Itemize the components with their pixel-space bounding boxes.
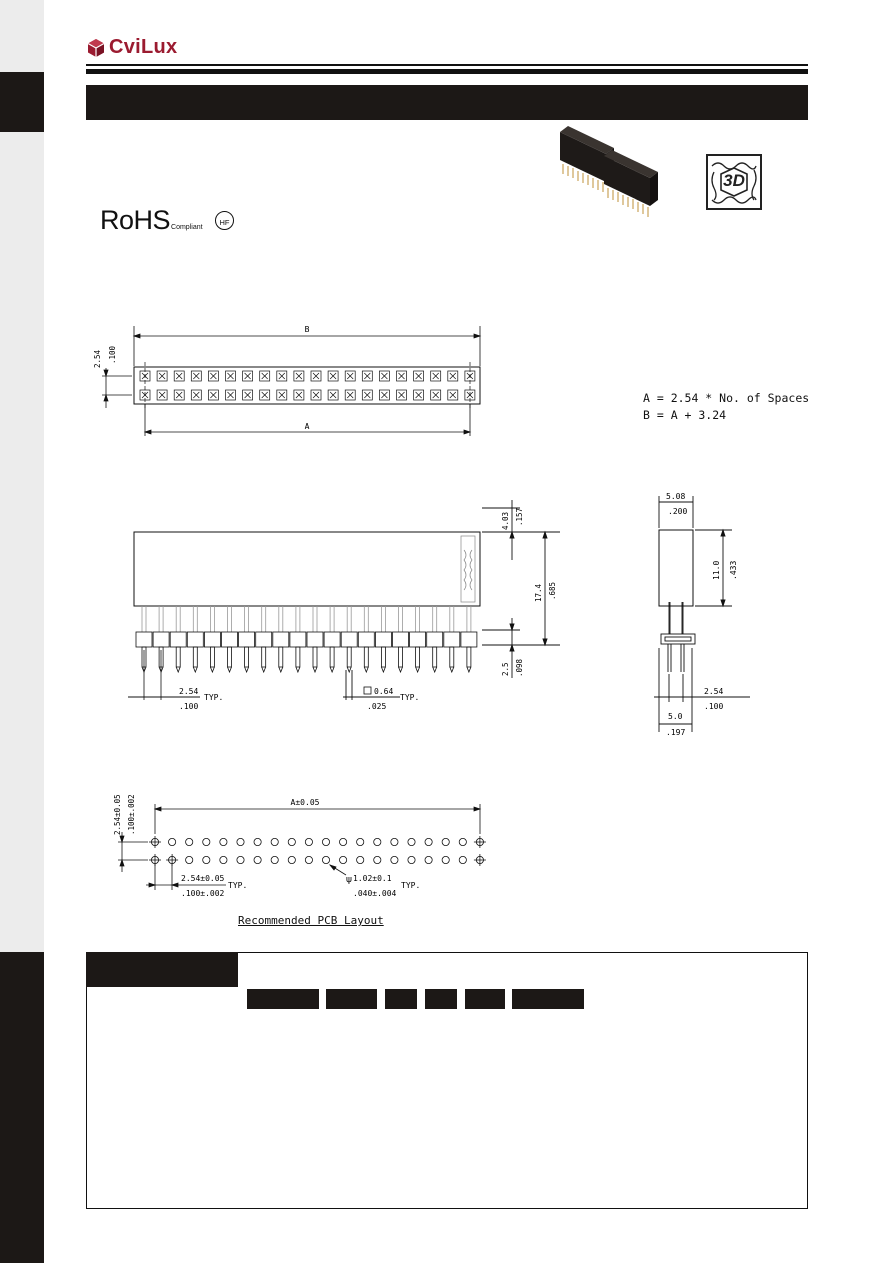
pin-spacer xyxy=(375,632,391,647)
side-pitch-in: .100 xyxy=(179,702,199,711)
pin-spacer xyxy=(256,632,272,647)
side-dim-4-03: 4.03 xyxy=(501,511,510,530)
pcb-pitch-in: .100±.002 xyxy=(181,889,225,898)
pin-spacer xyxy=(290,632,306,647)
end-width-in: .200 xyxy=(668,507,688,516)
end-height-mm: 11.0 xyxy=(712,560,721,580)
pcb-pitch-mm: 2.54±0.05 xyxy=(181,874,225,883)
pin-spacer xyxy=(307,632,323,647)
top-pitch-in: .100 xyxy=(108,345,117,364)
pcb-hole xyxy=(408,856,415,863)
hf-text: HF xyxy=(219,218,230,227)
side-pin-typ: TYP. xyxy=(400,693,420,702)
product-photo xyxy=(554,124,658,222)
pcb-hole xyxy=(271,838,278,845)
pin-spacer xyxy=(341,632,357,647)
pin-tail xyxy=(450,647,454,667)
formula-b: B = A + 3.24 xyxy=(643,408,727,422)
3d-badge-text: 3D xyxy=(723,171,745,190)
pin-tail xyxy=(433,647,437,667)
pcb-hole xyxy=(374,856,381,863)
pcb-a-tolerance: A±0.05 xyxy=(290,798,320,807)
pin-tail xyxy=(381,647,385,667)
pcb-hole xyxy=(374,838,381,845)
pcb-hole xyxy=(237,838,244,845)
pin-spacer xyxy=(187,632,203,647)
part-code-box-3 xyxy=(385,989,417,1009)
part-code-box-2 xyxy=(326,989,377,1009)
end-pitch-in: .100 xyxy=(704,702,724,711)
side-tab-bottom xyxy=(0,952,44,1263)
end-pitch-mm: 2.54 xyxy=(704,687,724,696)
top-dim-b-label: B xyxy=(304,325,310,334)
part-code-box-5 xyxy=(465,989,505,1009)
pcb-hole xyxy=(459,856,466,863)
pin-spacer xyxy=(170,632,186,647)
pin-tail xyxy=(210,647,214,667)
pcb-hole xyxy=(305,856,312,863)
pcb-layout-drawing xyxy=(108,792,508,910)
pcb-hole xyxy=(340,838,347,845)
pcb-hole xyxy=(271,856,278,863)
pin-tail xyxy=(313,647,317,667)
pcb-hole xyxy=(322,838,329,845)
pcb-hole xyxy=(322,856,329,863)
pin-spacer xyxy=(410,632,426,647)
rohs-text: RoHS xyxy=(100,205,171,235)
pcb-hole xyxy=(340,856,347,863)
pin-spacer xyxy=(461,632,477,647)
pin-tail xyxy=(262,647,266,667)
pin-tail xyxy=(296,647,300,667)
end-width-mm: 5.08 xyxy=(666,492,686,501)
top-view-drawing xyxy=(86,320,506,440)
side-tab-top xyxy=(0,72,44,132)
pin-spacer xyxy=(273,632,289,647)
end-view-drawing xyxy=(640,488,760,740)
pcb-caption: Recommended PCB Layout xyxy=(238,914,384,927)
halogen-free-badge xyxy=(215,211,234,230)
pcb-hole xyxy=(186,838,193,845)
side-pitch-mm: 2.54 xyxy=(179,687,199,696)
pin-spacer xyxy=(136,632,152,647)
pin-tail xyxy=(193,647,197,667)
pcb-hole xyxy=(288,838,295,845)
pcb-pitch-typ: TYP. xyxy=(228,881,248,890)
side-pitch-typ: TYP. xyxy=(204,693,224,702)
cvilux-hexagon-logo-icon xyxy=(86,38,106,58)
part-code-box-4 xyxy=(425,989,457,1009)
pcb-row-in: .100±.002 xyxy=(127,794,136,835)
pcb-hole xyxy=(442,856,449,863)
pcb-hole xyxy=(357,856,364,863)
side-pin-in: .025 xyxy=(367,702,387,711)
square-pin-icon xyxy=(364,687,371,694)
pin-spacer xyxy=(153,632,169,647)
title-bar xyxy=(86,85,808,120)
cvilux-logo xyxy=(86,36,196,60)
pcb-hole-typ: TYP. xyxy=(401,881,421,890)
side-dim-685: .685 xyxy=(548,581,557,600)
pcb-hole xyxy=(408,838,415,845)
pin-tail xyxy=(347,647,351,667)
pin-spacer xyxy=(444,632,460,647)
pin-tail xyxy=(399,647,403,667)
end-spacing-in: .197 xyxy=(666,728,686,737)
pcb-hole xyxy=(391,838,398,845)
pcb-hole xyxy=(203,856,210,863)
pcb-hole-mm: 1.02±0.1 xyxy=(353,874,392,883)
pcb-hole xyxy=(203,838,210,845)
pin-spacer xyxy=(222,632,238,647)
side-dim-157: .157 xyxy=(515,507,524,526)
part-code-box-1 xyxy=(247,989,319,1009)
pin-spacer xyxy=(204,632,220,647)
pcb-hole xyxy=(220,838,227,845)
pin-spacer xyxy=(324,632,340,647)
pcb-hole xyxy=(254,856,261,863)
pin-spacer xyxy=(239,632,255,647)
pin-tail xyxy=(416,647,420,667)
pin-spacer xyxy=(427,632,443,647)
side-dim-098: .098 xyxy=(515,658,524,677)
pcb-hole xyxy=(357,838,364,845)
header-rule-thin xyxy=(86,64,808,66)
top-dim-a-label: A xyxy=(304,422,310,431)
pin-tail xyxy=(330,647,334,667)
pin-spacer xyxy=(358,632,374,647)
side-dim-17-4: 17.4 xyxy=(534,583,543,602)
pin-tail xyxy=(467,647,471,667)
end-height-in: .433 xyxy=(729,560,738,580)
pin-tail xyxy=(364,647,368,667)
formula-a: A = 2.54 * No. of Spaces xyxy=(643,391,810,405)
pin-spacer xyxy=(393,632,409,647)
pcb-hole xyxy=(305,838,312,845)
pcb-hole xyxy=(459,838,466,845)
side-dim-2-5: 2.5 xyxy=(501,662,510,676)
pcb-hole xyxy=(237,856,244,863)
pcb-hole xyxy=(425,856,432,863)
pin-tail xyxy=(279,647,283,667)
pin-tail xyxy=(228,647,232,667)
pcb-hole xyxy=(254,838,261,845)
pcb-hole xyxy=(288,856,295,863)
diameter-icon: ψ xyxy=(346,875,352,885)
pcb-hole-in: .040±.004 xyxy=(353,889,397,898)
logo-text: CviLux xyxy=(109,36,178,58)
pin-tail xyxy=(245,647,249,667)
part-code-box-6 xyxy=(512,989,584,1009)
ordering-section-tab xyxy=(86,952,238,987)
pcb-hole xyxy=(425,838,432,845)
header-rule-thick xyxy=(86,69,808,74)
pcb-hole xyxy=(169,838,176,845)
pcb-hole xyxy=(220,856,227,863)
pcb-row-mm: 2.54±0.05 xyxy=(113,794,122,835)
end-spacing-mm: 5.0 xyxy=(668,712,683,721)
rohs-compliant-text: Compliant xyxy=(171,224,203,231)
pin-tail xyxy=(176,647,180,667)
top-pitch-mm: 2.54 xyxy=(93,349,102,368)
pcb-hole xyxy=(442,838,449,845)
rohs-compliant-mark xyxy=(100,205,203,235)
pcb-hole xyxy=(186,856,193,863)
side-pin-mm: 0.64 xyxy=(374,687,394,696)
3d-cad-badge[interactable] xyxy=(706,154,762,210)
side-view-drawing xyxy=(120,500,560,715)
pcb-hole xyxy=(391,856,398,863)
